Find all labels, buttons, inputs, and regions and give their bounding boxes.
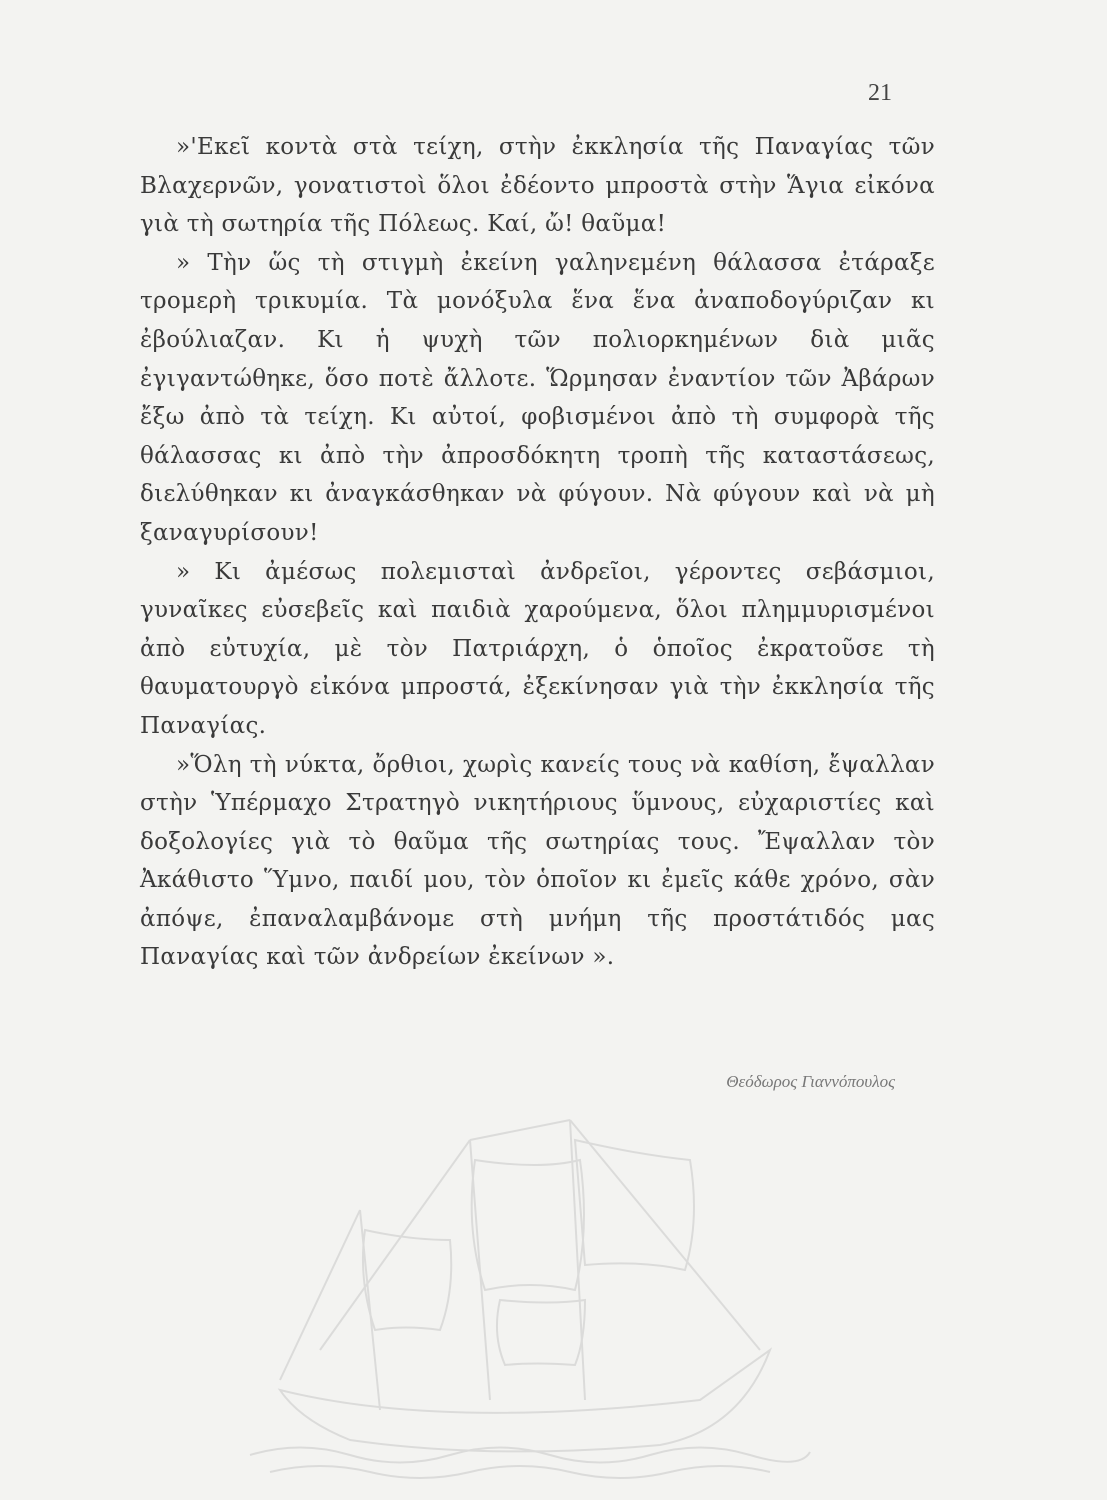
paragraph-3: » Κι ἀμέσως πολεμισταὶ ἀνδρεῖοι, γέροντες σεβάσμιοι, γυναῖκες εὐσεβεῖς καὶ παιδιὰ χαρούμενα, ὅλοι πλημμυρισμένοι ἀπὸ εὐτυχία, μὲ τὸν Πατριάρχη, ὁ ὁποῖος ἐκρατοῦσε τὴ θαυματουργὸ εἰκόνα μπροστά, ἐξεκίνησαν γιὰ τὴν ἐκκλησία τῆς Παναγίας. bbox=[140, 558, 935, 739]
author-signature: Θεόδωρος Γιαννόπουλος bbox=[726, 1072, 895, 1091]
paragraph-2: » Τὴν ὥς τὴ στιγμὴ ἐκείνη γαληνεμένη θάλασσα ἐτάραξε τρομερὴ τρικυμία. Τὰ μονόξυλα ἕνα ἕνα ἀναποδογύριζαν κι ἐβούλιαζαν. Κι ἡ ψυχὴ τῶν πολιορκημένων διὰ μιᾶς ἐγιγαντώθηκε, ὅσο ποτὲ ἄλλοτε. Ὥρμησαν ἐναντίον τῶν Ἀβάρων ἔξω ἀπὸ τὰ τείχη. Κι αὐτοί, φοβισμένοι ἀπὸ τὴ συμφορὰ τῆς θάλασσας κι ἀπὸ τὴν ἀπροσδόκητη τροπὴ τῆς καταστάσεως, διελύθηκαν κι ἀναγκάσθηκαν νὰ φύγουν. Νὰ φύγουν καὶ νὰ μὴ ξαναγυρίσουν! bbox=[140, 249, 935, 546]
ship-watermark-icon bbox=[240, 1100, 820, 1480]
paragraph-1: »'Εκεῖ κοντὰ στὰ τείχη, στὴν ἐκκλησία τῆς Παναγίας τῶν Βλαχερνῶν, γονατιστοὶ ὅλοι ἐδέοντο μπροστὰ στὴν Ἅγια εἰκόνα γιὰ τὴ σωτηρία τῆς Πόλεως. Καί, ὤ! θαῦμα! bbox=[140, 134, 935, 238]
page-number: 21 bbox=[868, 80, 892, 106]
body-text bbox=[140, 128, 935, 977]
paragraph-4: »Ὅλη τὴ νύκτα, ὄρθιοι, χωρὶς κανείς τους νὰ καθίση, ἔψαλλαν στὴν Ὑπέρμαχο Στρατηγὸ νικητήριους ὕμνους, εὐχαριστίες καὶ δοξολογίες γιὰ τὸ θαῦμα τῆς σωτηρίας τους. Ἔψαλλαν τὸν Ἀκάθιστο Ὕμνο, παιδί μου, τὸν ὁποῖον κι ἐμεῖς κάθε χρόνο, σὰν ἀπόψε, ἐπαναλαμβάνομε στὴ μνήμη τῆς προστάτιδός μας Παναγίας καὶ τῶν ἀνδρείων ἐκείνων ». bbox=[140, 751, 935, 971]
